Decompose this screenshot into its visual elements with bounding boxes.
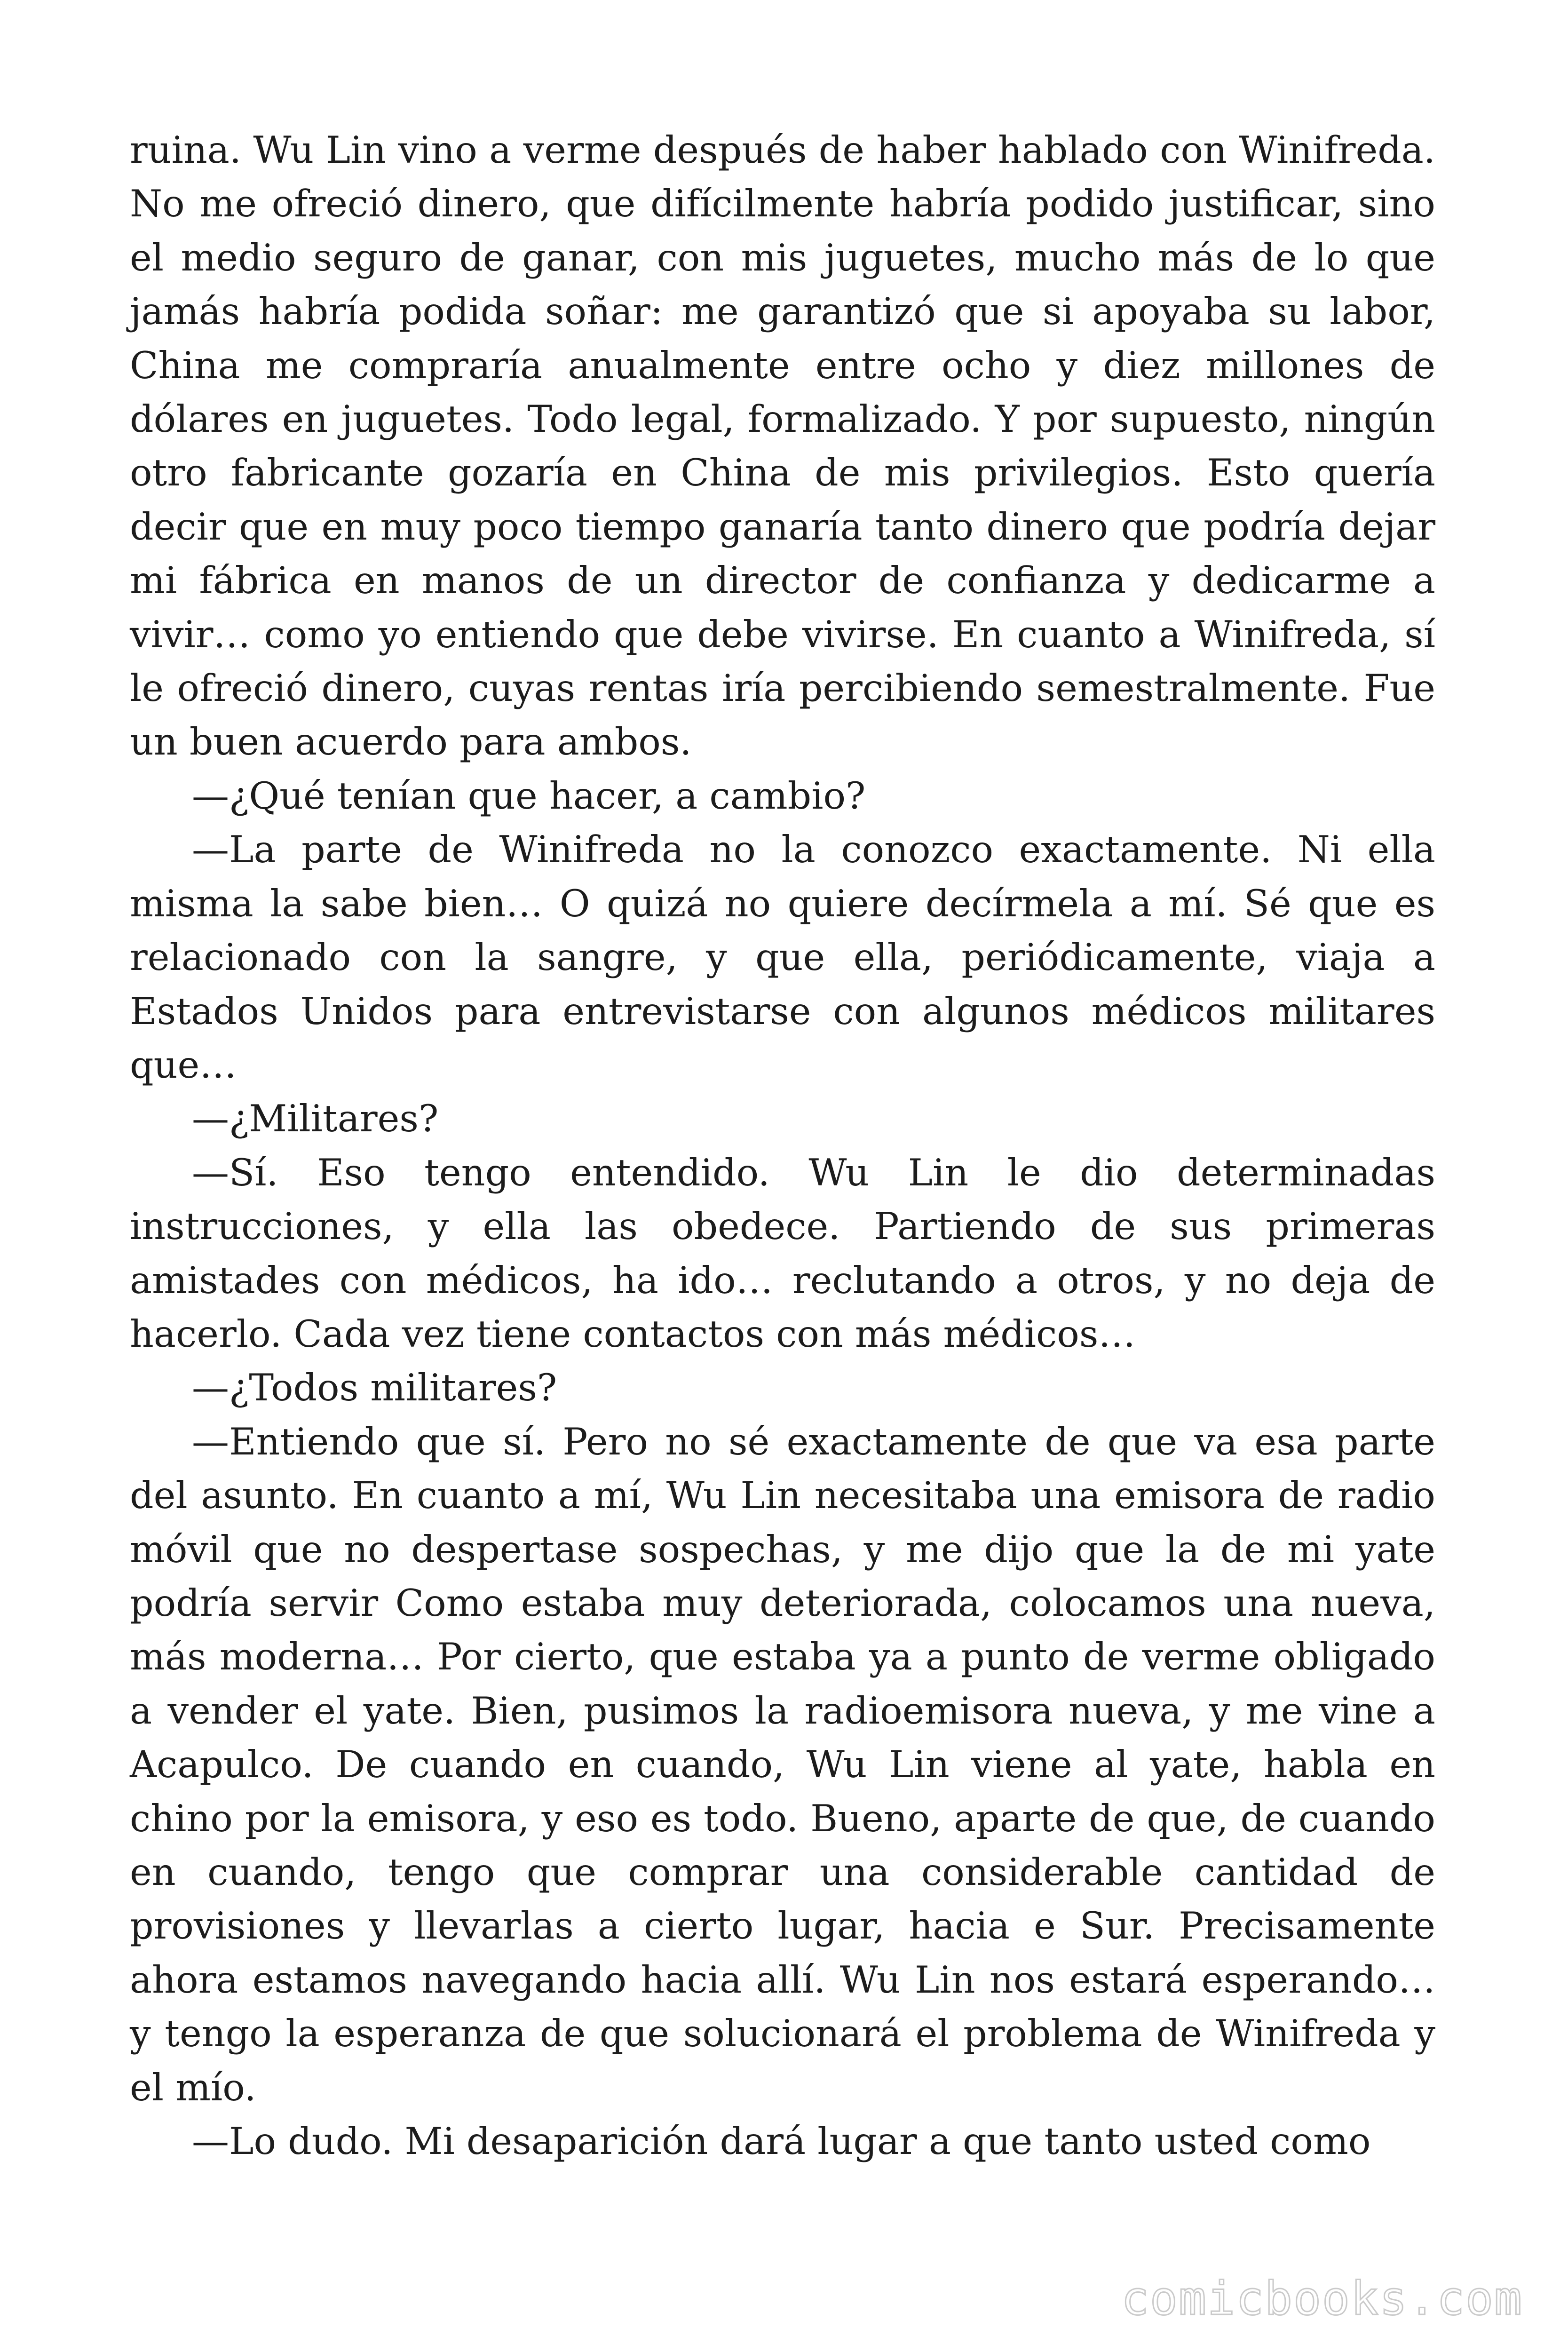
dialogue-line: —¿Militares? [192, 1097, 439, 1141]
dialogue-line: —Lo dudo. Mi desaparición dará lugar a que tanto usted como [192, 2120, 1371, 2163]
dialogue-line: —¿Todos militares? [192, 1366, 557, 1410]
dialogue-line: —¿Qué tenían que hacer, a cambio? [192, 774, 866, 818]
paragraph: ruina. Wu Lin vino a verme después de haber hablado con Winifreda. No me ofreció dinero, que difícilmente habría podido justificar, sino el medio seguro de ganar, con mis juguetes, mucho más de lo que jamás habría podida soñar: me garantizó que si apoyaba su labor, China me compraría anualmente entre ocho y diez millones de dólares en juguetes. Todo legal, formalizado. Y por supuesto, ningún otro fabricante gozaría en China de mis privilegios. Esto quería decir que en muy poco tiempo ganaría tanto dinero que podría dejar mi fábrica en manos de un director de confianza y dedicarme a vivir… como yo entiendo que debe vivirse. En cuanto a Winifreda, sí le ofreció dinero, cuyas rentas iría percibiendo semestralmente. Fue un buen acuerdo para ambos. [130, 128, 1435, 764]
watermark: comicbooks.com [1121, 2272, 1523, 2326]
dialogue-line: —Entiendo que sí. Pero no sé exactamente de que va esa parte del asunto. En cuanto a mí, Wu Lin necesitaba una emisora de radio móvil que no despertase sospechas, y me dijo que la de mi yate podría servir Como estaba muy deteriorada, colocamos una nueva, más moderna… Por cierto, que estaba ya a punto de verme obligado a vender el yate. Bien, pusimos la radioemisora nueva, y me vine a Acapulco. De cuando en cuando, Wu Lin viene al yate, habla en chino por la emisora, y eso es todo. Bueno, aparte de que, de cuando en cuando, tengo que comprar una considerable cantidad de provisiones y llevarlas a cierto lugar, hacia e Sur. Precisamente ahora estamos navegando hacia allí. Wu Lin nos estará esperando… y tengo la esperanza de que solucionará el problema de Winifreda y el mío. [130, 1420, 1435, 2109]
dialogue-line: —La parte de Winifreda no la conozco exactamente. Ni ella misma la sabe bien… O quizá no quiere decírmela a mí. Sé que es relacionado con la sangre, y que ella, periódicamente, viaja a Estados Unidos para entrevistarse con algunos médicos militares que… [130, 828, 1435, 1087]
body-text [130, 123, 1435, 2168]
dialogue-line: —Sí. Eso tengo entendido. Wu Lin le dio determinadas instrucciones, y ella las obedece. Partiendo de sus primeras amistades con médicos, ha ido… reclutando a otros, y no deja de hacerlo. Cada vez tiene contactos con más médicos… [130, 1151, 1435, 1356]
